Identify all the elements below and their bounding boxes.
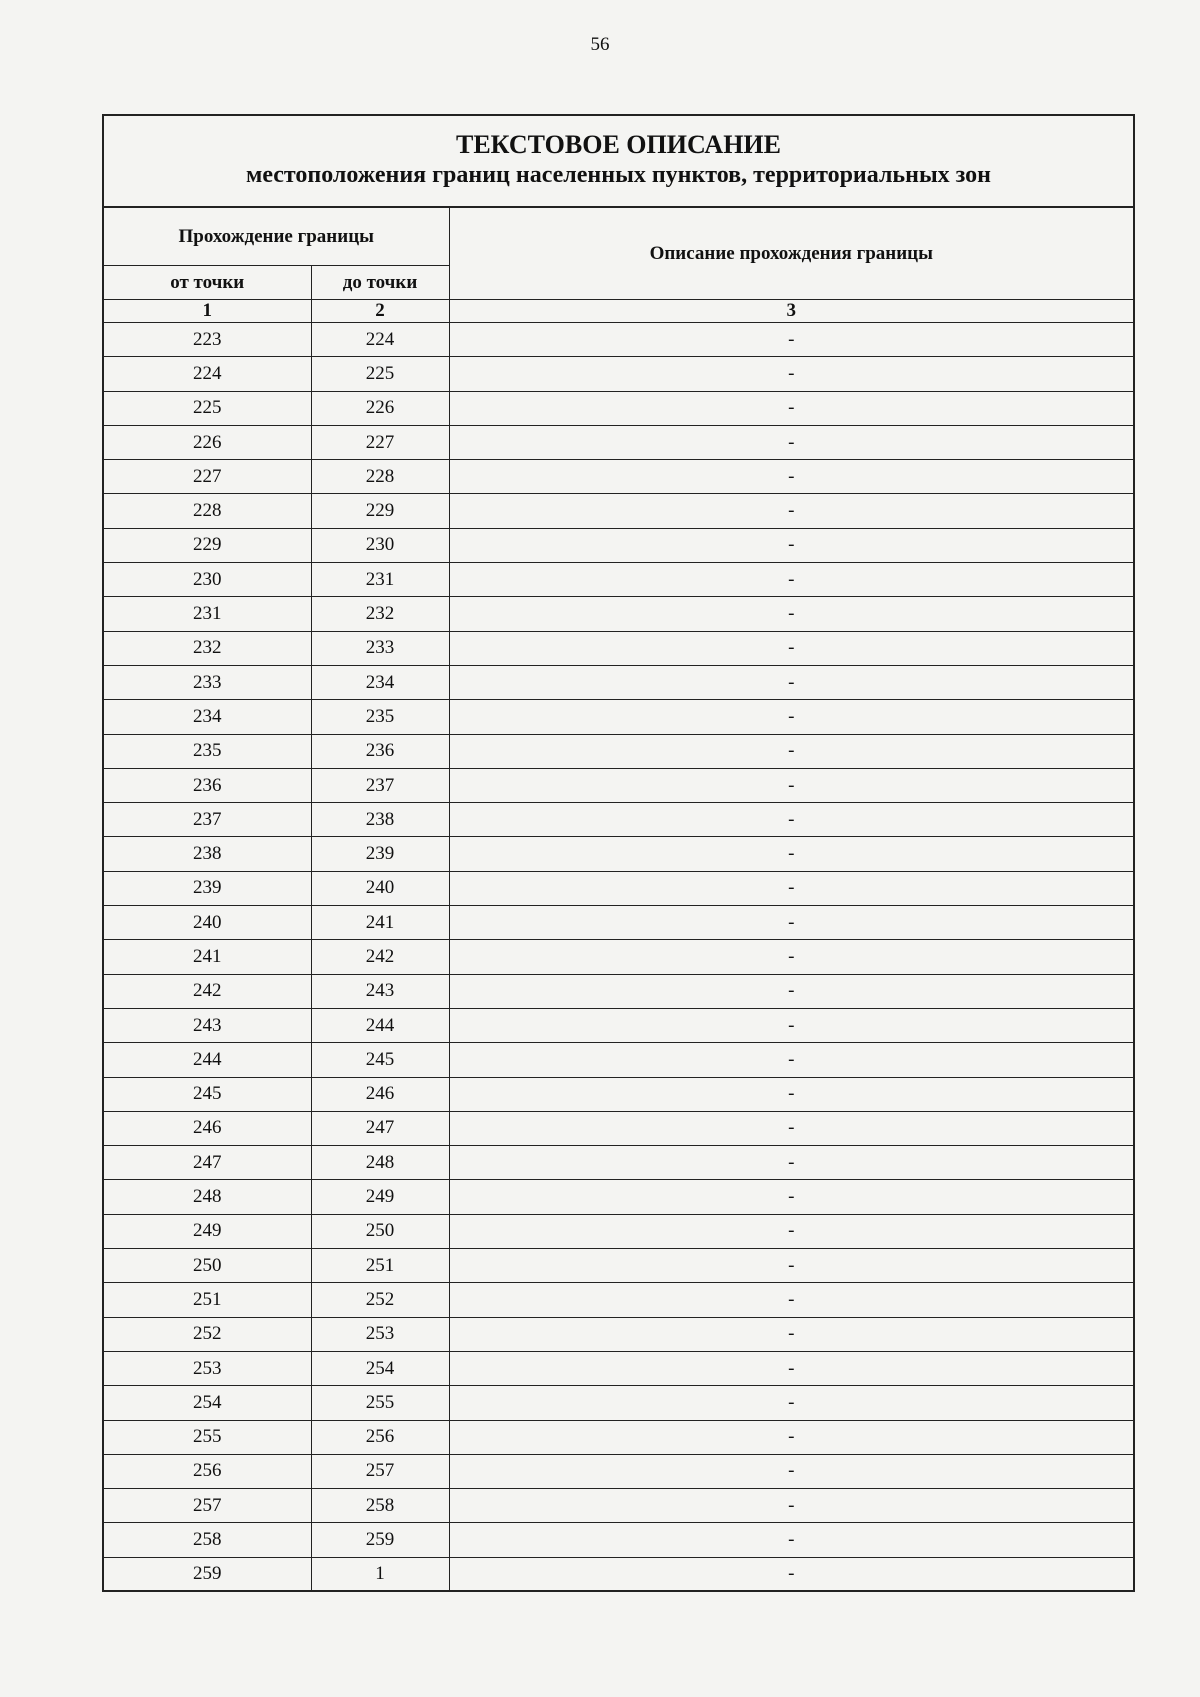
to-point-cell: 244 [311,1008,449,1042]
to-point-cell: 254 [311,1351,449,1385]
from-point-cell: 231 [104,597,311,631]
to-point-cell: 235 [311,700,449,734]
table-row [104,1111,1133,1145]
to-point-cell: 252 [311,1283,449,1317]
from-point-cell: 230 [104,563,311,597]
table-row [104,1454,1133,1488]
from-point-cell: 257 [104,1489,311,1523]
table-row [104,1489,1133,1523]
table-row [104,734,1133,768]
to-point-cell: 248 [311,1146,449,1180]
description-cell: - [449,1283,1133,1317]
table-row [104,768,1133,802]
to-point-cell: 243 [311,974,449,1008]
description-cell: - [449,700,1133,734]
boundary-table [104,208,1133,1592]
header-to-point: до точки [311,266,449,300]
description-cell: - [449,1249,1133,1283]
from-point-cell: 232 [104,631,311,665]
description-cell: - [449,425,1133,459]
description-cell: - [449,563,1133,597]
document-frame [102,114,1135,1592]
description-cell: - [449,528,1133,562]
from-point-cell: 240 [104,906,311,940]
table-row [104,631,1133,665]
to-point-cell: 227 [311,425,449,459]
to-point-cell: 233 [311,631,449,665]
to-point-cell: 230 [311,528,449,562]
from-point-cell: 241 [104,940,311,974]
from-point-cell: 258 [104,1523,311,1557]
to-point-cell: 232 [311,597,449,631]
description-cell: - [449,1008,1133,1042]
column-number-1: 1 [104,300,311,323]
to-point-cell: 255 [311,1386,449,1420]
table-row [104,1146,1133,1180]
from-point-cell: 259 [104,1557,311,1591]
to-point-cell: 249 [311,1180,449,1214]
table-row [104,357,1133,391]
description-cell: - [449,1454,1133,1488]
from-point-cell: 245 [104,1077,311,1111]
from-point-cell: 227 [104,460,311,494]
column-number-3: 3 [449,300,1133,323]
table-body [104,323,1133,1592]
from-point-cell: 226 [104,425,311,459]
table-row [104,665,1133,699]
header-description: Описание прохождения границы [449,208,1133,300]
to-point-cell: 242 [311,940,449,974]
table-row [104,323,1133,357]
from-point-cell: 244 [104,1043,311,1077]
table-row [104,425,1133,459]
document-title: ТЕКСТОВОЕ ОПИСАНИЕ [455,130,781,159]
from-point-cell: 229 [104,528,311,562]
description-cell: - [449,1317,1133,1351]
table-row [104,974,1133,1008]
description-cell: - [449,837,1133,871]
description-cell: - [449,1420,1133,1454]
from-point-cell: 254 [104,1386,311,1420]
title-block [104,116,1133,208]
to-point-cell: 253 [311,1317,449,1351]
header-boundary-passage: Прохождение границы [104,208,449,266]
table-row [104,1249,1133,1283]
table-row [104,1283,1133,1317]
from-point-cell: 236 [104,768,311,802]
description-cell: - [449,357,1133,391]
table-row [104,700,1133,734]
from-point-cell: 228 [104,494,311,528]
to-point-cell: 245 [311,1043,449,1077]
table-row [104,1180,1133,1214]
from-point-cell: 248 [104,1180,311,1214]
to-point-cell: 225 [311,357,449,391]
table-row [104,460,1133,494]
description-cell: - [449,665,1133,699]
document-subtitle: местоположения границ населенных пунктов, территориальных зон [245,162,992,188]
table-row [104,528,1133,562]
from-point-cell: 235 [104,734,311,768]
to-point-cell: 229 [311,494,449,528]
to-point-cell: 257 [311,1454,449,1488]
from-point-cell: 234 [104,700,311,734]
page-number: 56 [590,34,610,55]
header-from-point: от точки [104,266,311,300]
from-point-cell: 225 [104,391,311,425]
table-row [104,597,1133,631]
from-point-cell: 249 [104,1214,311,1248]
to-point-cell: 226 [311,391,449,425]
from-point-cell: 256 [104,1454,311,1488]
from-point-cell: 250 [104,1249,311,1283]
to-point-cell: 228 [311,460,449,494]
description-cell: - [449,1043,1133,1077]
table-row [104,391,1133,425]
description-cell: - [449,1489,1133,1523]
description-cell: - [449,1557,1133,1591]
table-row [104,940,1133,974]
description-cell: - [449,803,1133,837]
description-cell: - [449,1351,1133,1385]
table-row [104,1317,1133,1351]
to-point-cell: 259 [311,1523,449,1557]
description-cell: - [449,940,1133,974]
table-row [104,494,1133,528]
to-point-cell: 250 [311,1214,449,1248]
from-point-cell: 237 [104,803,311,837]
from-point-cell: 223 [104,323,311,357]
table-row [104,837,1133,871]
from-point-cell: 255 [104,1420,311,1454]
description-cell: - [449,460,1133,494]
from-point-cell: 233 [104,665,311,699]
from-point-cell: 243 [104,1008,311,1042]
description-cell: - [449,768,1133,802]
description-cell: - [449,1146,1133,1180]
description-cell: - [449,734,1133,768]
description-cell: - [449,1180,1133,1214]
to-point-cell: 247 [311,1111,449,1145]
description-cell: - [449,906,1133,940]
from-point-cell: 252 [104,1317,311,1351]
column-number-2: 2 [311,300,449,323]
description-cell: - [449,1111,1133,1145]
to-point-cell: 240 [311,871,449,905]
table-row [104,1077,1133,1111]
from-point-cell: 247 [104,1146,311,1180]
table-row [104,871,1133,905]
description-cell: - [449,1386,1133,1420]
from-point-cell: 238 [104,837,311,871]
from-point-cell: 246 [104,1111,311,1145]
table-row [104,1420,1133,1454]
to-point-cell: 237 [311,768,449,802]
to-point-cell: 231 [311,563,449,597]
from-point-cell: 251 [104,1283,311,1317]
table-row [104,803,1133,837]
table-row [104,1386,1133,1420]
description-cell: - [449,494,1133,528]
description-cell: - [449,631,1133,665]
from-point-cell: 253 [104,1351,311,1385]
table-row [104,1214,1133,1248]
to-point-cell: 234 [311,665,449,699]
description-cell: - [449,871,1133,905]
to-point-cell: 246 [311,1077,449,1111]
description-cell: - [449,1523,1133,1557]
from-point-cell: 239 [104,871,311,905]
to-point-cell: 239 [311,837,449,871]
description-cell: - [449,1214,1133,1248]
table-row [104,1008,1133,1042]
description-cell: - [449,1077,1133,1111]
to-point-cell: 236 [311,734,449,768]
to-point-cell: 1 [311,1557,449,1591]
table-row [104,906,1133,940]
to-point-cell: 258 [311,1489,449,1523]
table-row [104,1043,1133,1077]
description-cell: - [449,974,1133,1008]
from-point-cell: 242 [104,974,311,1008]
description-cell: - [449,597,1133,631]
to-point-cell: 256 [311,1420,449,1454]
description-cell: - [449,391,1133,425]
to-point-cell: 251 [311,1249,449,1283]
to-point-cell: 224 [311,323,449,357]
to-point-cell: 238 [311,803,449,837]
table-row [104,1523,1133,1557]
from-point-cell: 224 [104,357,311,391]
table-row [104,1351,1133,1385]
table-row [104,1557,1133,1591]
description-cell: - [449,323,1133,357]
to-point-cell: 241 [311,906,449,940]
table-row [104,563,1133,597]
